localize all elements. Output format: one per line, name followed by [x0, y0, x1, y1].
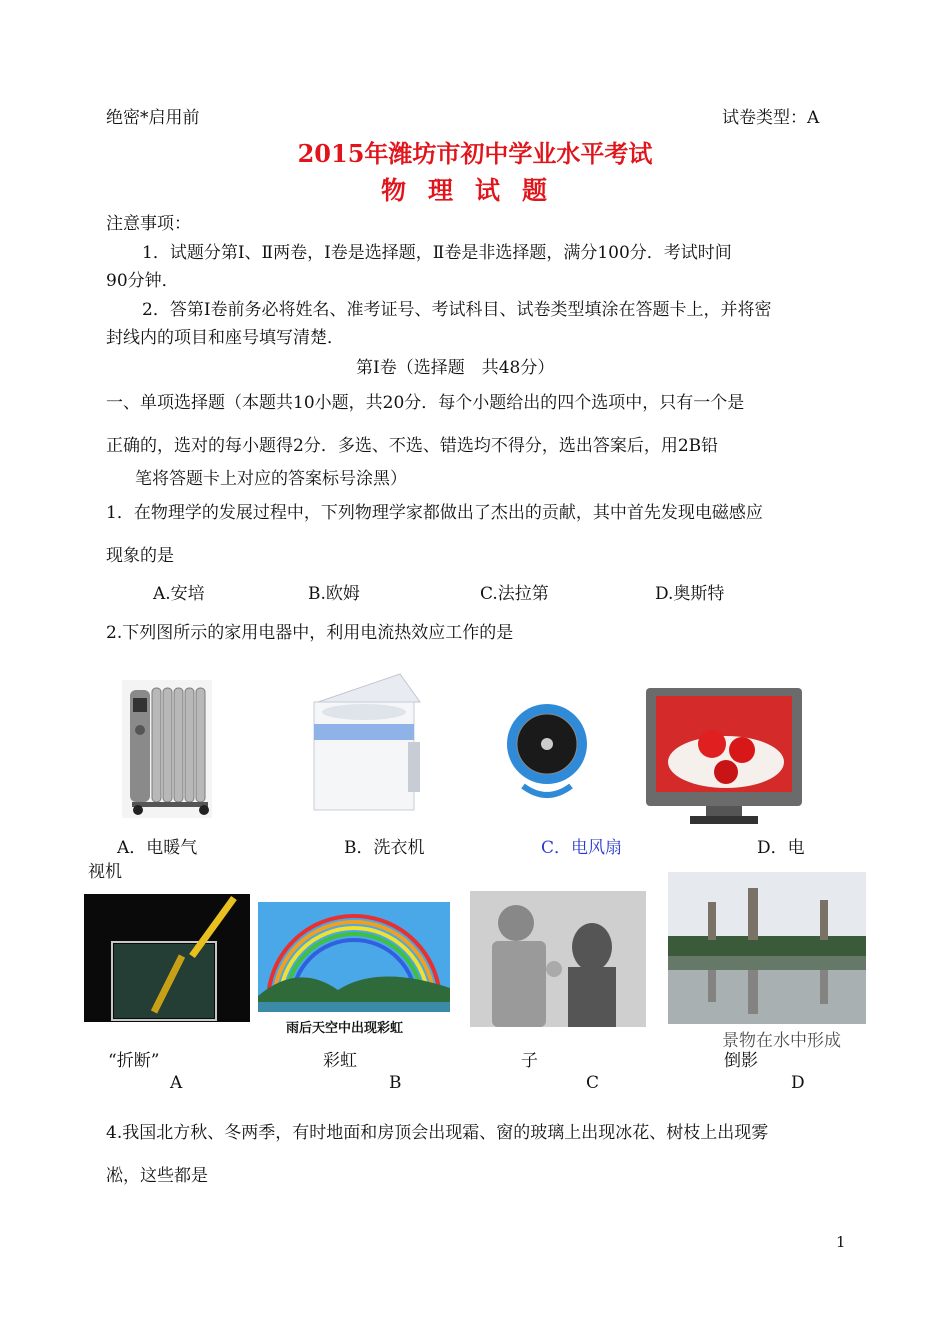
q2-option-b: B．洗衣机: [344, 838, 425, 858]
q3-letter-c: C: [586, 1073, 600, 1093]
shadow-image: [470, 891, 646, 1027]
q2-option-c: C．电风扇: [541, 838, 623, 858]
q3-letter-d: D: [791, 1073, 805, 1093]
q1-stem-line-1: 1．在物理学的发展过程中，下列物理学家都做出了杰出的贡献，其中首先发现电磁感应: [106, 503, 763, 523]
paper-type-label: 试卷类型：A: [722, 108, 820, 128]
q3-label-d: 倒影: [724, 1051, 758, 1071]
part-1-heading: 第Ⅰ卷（选择题 共48分）: [356, 358, 555, 378]
q3-letter-b: B: [389, 1073, 402, 1093]
section-1-line-1: 一、单项选择题（本题共10小题，共20分．每个小题给出的四个选项中，只有一个是: [106, 393, 745, 413]
oil-heater-image: [122, 680, 212, 818]
q4-stem-line-2: 凇，这些都是: [106, 1166, 208, 1186]
q3-label-b: 彩虹: [323, 1051, 357, 1071]
q4-stem-line-1: 4.我国北方秋、冬两季，有时地面和房顶会出现霜、窗的玻璃上出现冰花、树枝上出现雾: [106, 1123, 769, 1143]
q3-letter-a: A: [170, 1073, 183, 1093]
pagoda-reflection-image: [668, 872, 866, 1024]
q3-label-c: 子: [521, 1051, 538, 1071]
confidential-label: 绝密*启用前: [106, 108, 200, 128]
note-2-line-1: 2．答第Ⅰ卷前务必将姓名、准考证号、考试科目、试卷类型填涂在答题卡上，并将密: [142, 300, 772, 320]
note-1-line-1: 1．试题分第Ⅰ、Ⅱ两卷，Ⅰ卷是选择题，Ⅱ卷是非选择题，满分100分．考试时间: [142, 243, 732, 263]
television-image: [646, 688, 802, 828]
q1-option-d: D.奥斯特: [655, 584, 725, 604]
notes-heading: 注意事项：: [106, 214, 191, 234]
q1-stem-line-2: 现象的是: [106, 546, 174, 566]
q2-stem: 2.下列图所示的家用电器中，利用电流热效应工作的是: [106, 623, 514, 643]
q1-option-c: C.法拉第: [480, 584, 549, 604]
q2-option-a: A．电暖气: [117, 838, 198, 858]
section-1-line-3: 笔将答题卡上对应的答案标号涂黑）: [135, 469, 407, 489]
page-number: 1: [836, 1233, 846, 1251]
section-1-line-2: 正确的，选对的每小题得2分．多选、不选、错选均不得分，选出答案后，用2B铅: [106, 436, 719, 456]
note-2-line-2: 封线内的项目和座号填写清楚．: [106, 328, 344, 348]
q1-option-b: B.欧姆: [308, 584, 360, 604]
pencil-in-water-image: [84, 894, 250, 1022]
rainbow-caption: 雨后天空中出现彩虹: [286, 1021, 404, 1036]
q3-label-a: “折断”: [108, 1051, 160, 1071]
q2-option-d: D．电: [757, 838, 805, 858]
q3-overlap-text: 景物在水中形成: [722, 1031, 841, 1051]
rainbow-image: [258, 902, 450, 1036]
exam-title: 2015年潍坊市初中学业水平考试: [297, 139, 653, 168]
note-1-line-2: 90分钟．: [106, 271, 179, 291]
q1-option-a: A.安培: [153, 584, 205, 604]
q2-option-d-tail: 视机: [88, 862, 122, 882]
washing-machine-image: [300, 672, 425, 812]
electric-fan-image: [503, 700, 591, 808]
subject-title: 物理试题: [380, 176, 569, 205]
